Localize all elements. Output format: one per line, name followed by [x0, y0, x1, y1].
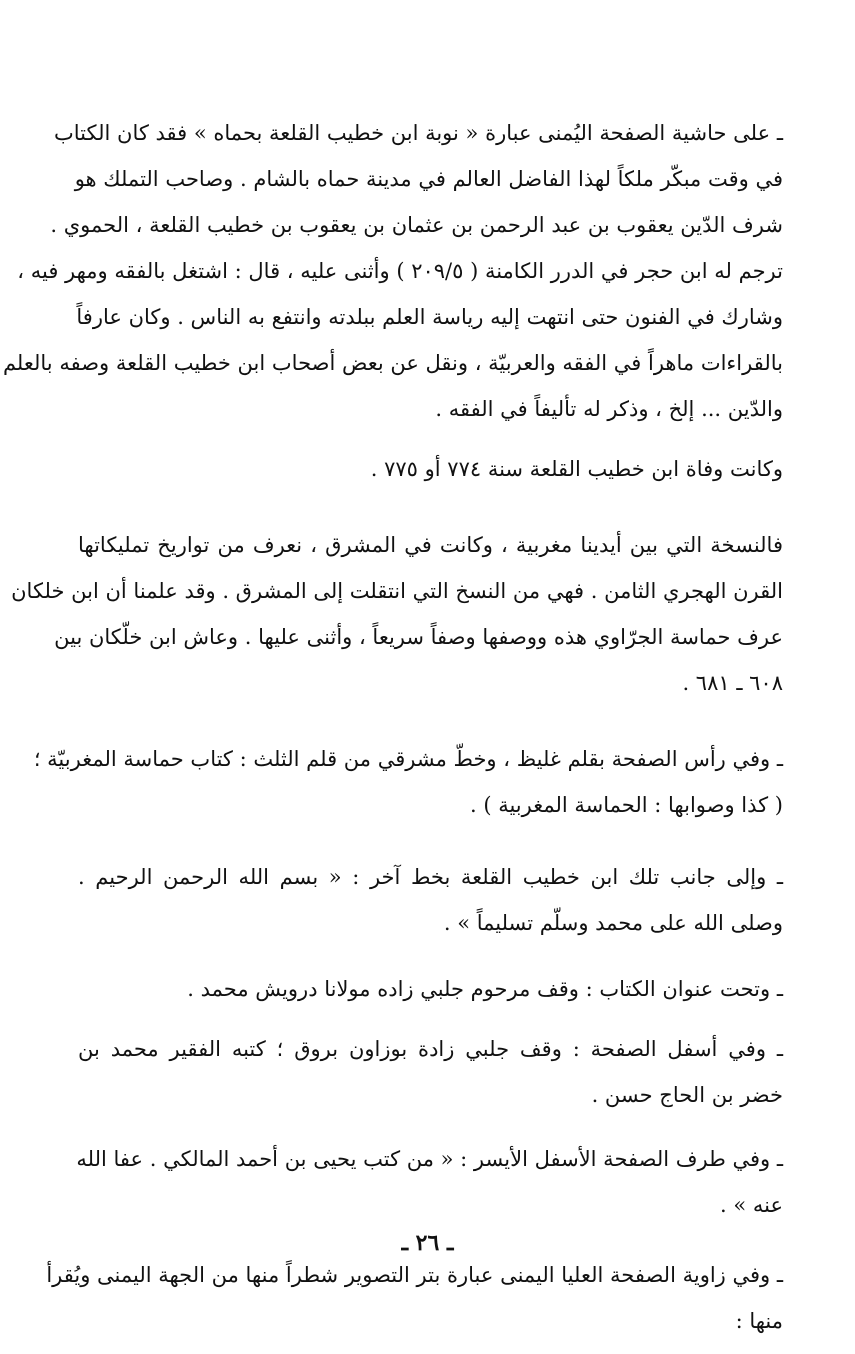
- text-line: عرف حماسة الجرّاوي هذه ووصفها وصفاً سريعاً ، وأثنى عليها . وعاش ابن خلّكان بين: [54, 625, 783, 649]
- paragraph: [78, 446, 783, 492]
- text-line: ـ وفي زاوية الصفحة العليا اليمنى عبارة بتر التصوير شطراً منها من الجهة اليمنى ويُقرأ: [46, 1263, 783, 1287]
- text-line: منها :: [735, 1309, 783, 1333]
- paragraph: [78, 1026, 783, 1118]
- text-line: بالقراءات ماهراً في الفقه والعربيّة ، ونقل عن بعض أصحاب ابن خطيب القلعة وصفه بالعلم: [2, 351, 783, 375]
- text-line: ـ وفي رأس الصفحة بقلم غليظ ، وخطّ مشرقي من قلم الثلث : كتاب حماسة المغربيّة ؛: [33, 747, 783, 771]
- text-line: خضر بن الحاج حسن .: [591, 1083, 783, 1107]
- paragraph: [2, 110, 783, 432]
- paragraph: [46, 1252, 783, 1344]
- paragraph: [78, 966, 783, 1012]
- text-line: ٦٠٨ ـ ٦٨١ .: [682, 671, 783, 695]
- text-line: ـ وتحت عنوان الكتاب : وقف مرحوم جلبي زاده مولانا درويش محمد .: [187, 977, 783, 1001]
- paragraph: [78, 854, 783, 946]
- text-line: ( كذا وصوابها : الحماسة المغربية ) .: [469, 793, 783, 817]
- page-body: [2, 110, 783, 1344]
- text-line: القرن الهجري الثامن . فهي من النسخ التي انتقلت إلى المشرق . وقد علمنا أن ابن خلكان: [11, 579, 783, 603]
- text-line: ـ على حاشية الصفحة اليُمنى عبارة « نوبة ابن خطيب القلعة بحماه » فقد كان الكتاب: [54, 121, 783, 145]
- text-line: فالنسخة التي بين أيدينا مغربية ، وكانت في المشرق ، نعرف من تواريخ تمليكاتها: [78, 533, 783, 557]
- text-line: شرف الدّين يعقوب بن عبد الرحمن بن عثمان بن يعقوب بن خطيب القلعة ، الحموي .: [50, 213, 783, 237]
- text-line: وشارك في الفنون حتى انتهت إليه رياسة العلم ببلدته وانتفع به الناس . وكان عارفاً: [76, 305, 783, 329]
- text-line: والدّين ... إلخ ، وذكر له تأليفاً في الفقه .: [435, 397, 783, 421]
- text-line: في وقت مبكّر ملكاً لهذا الفاضل العالم في مدينة حماه بالشام . وصاحب التملك هو: [74, 167, 783, 191]
- text-line: وكانت وفاة ابن خطيب القلعة سنة ٧٧٤ أو ٧٧٥ .: [370, 457, 783, 481]
- text-line: ترجم له ابن حجر في الدرر الكامنة ( ٢٠٩/٥ ) وأثنى عليه ، قال : اشتغل بالفقه ومهر فيه ،: [17, 259, 783, 283]
- text-line: وصلى الله على محمد وسلّم تسليماً » .: [443, 911, 783, 935]
- text-line: ـ وفي طرف الصفحة الأسفل الأيسر : « من كتب يحيى بن أحمد المالكي . عفا الله: [76, 1147, 783, 1171]
- page-number: ـ ٢٦ ـ: [401, 1230, 454, 1256]
- paragraph: [78, 1136, 783, 1228]
- paragraph: [11, 522, 783, 706]
- text-line: ـ وإلى جانب تلك ابن خطيب القلعة بخط آخر : « بسم الله الرحمن الرحيم .: [78, 865, 783, 889]
- text-line: عنه » .: [720, 1193, 783, 1217]
- paragraph: [33, 736, 783, 828]
- text-line: ـ وفي أسفل الصفحة : وقف جلبي زادة بوزاون بروق ؛ كتبه الفقير محمد بن: [78, 1037, 783, 1061]
